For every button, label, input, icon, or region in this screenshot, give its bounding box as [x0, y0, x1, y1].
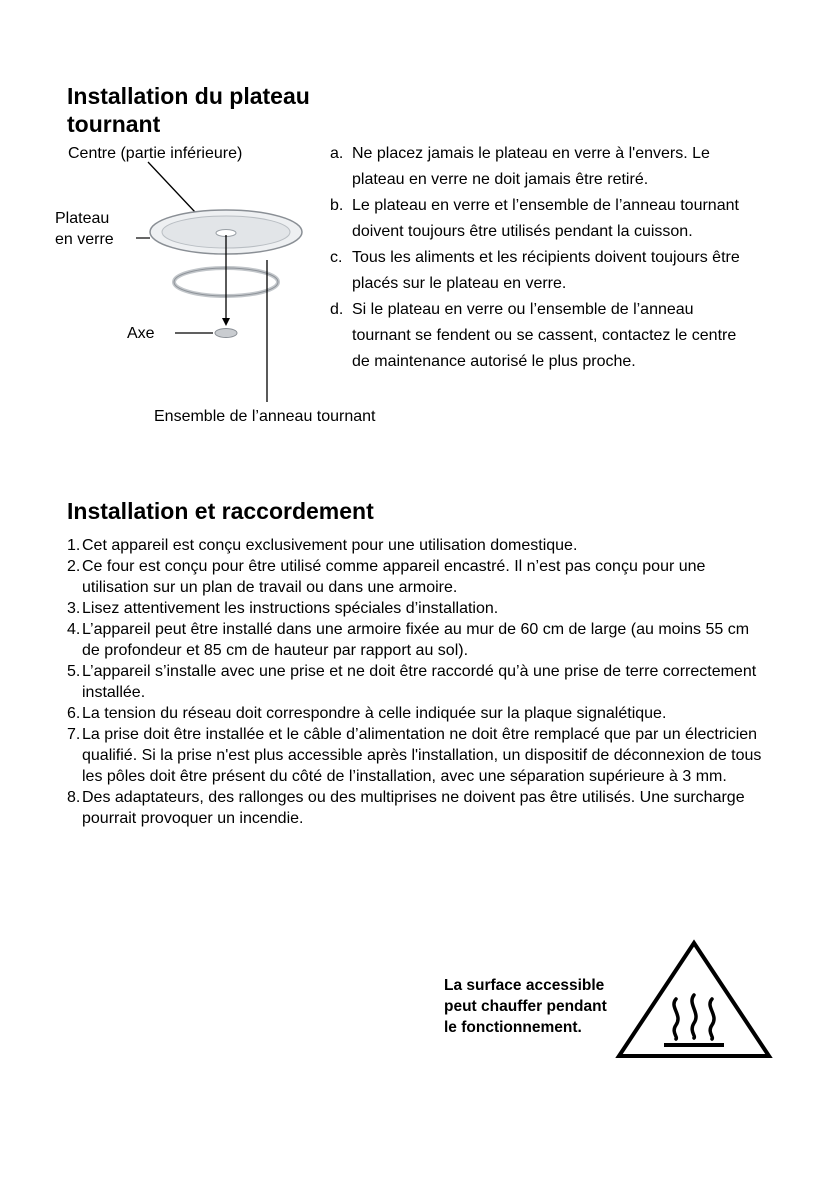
list-item-text: L’appareil peut être installé dans une armoire fixée au mur de 60 cm de large (au moins 55 cm de profondeur et 85 cm de hauteur par rapport au sol). — [82, 621, 750, 659]
list-marker: 3. — [67, 600, 81, 617]
list-item — [67, 556, 767, 598]
warning-line: le fonctionnement. — [444, 1019, 582, 1036]
installation-section-title: Installation et raccordement — [67, 498, 374, 524]
list-item — [67, 703, 767, 724]
list-item — [67, 724, 767, 787]
list-marker: 5. — [67, 663, 81, 680]
list-marker: 7. — [67, 726, 81, 743]
list-item — [330, 141, 750, 193]
list-item-text: La prise doit être installée et le câble d’alimentation ne doit être remplacé que par un électricien qualifié. Si la prise n'est plus accessible après l'installation, un dispositif de déconnexion de tous les pôles doit être présent du côté de l’installation, avec une séparation supérieure à 3 mm. — [82, 726, 762, 785]
list-item-text: Ne placez jamais le plateau en verre à l'envers. Le plateau en verre ne doit jamais être retiré. — [352, 145, 710, 188]
list-item-text: L’appareil s’installe avec une prise et ne doit être raccordé qu’à une prise de terre correctement installée. — [82, 663, 757, 701]
turntable-section-title: Installation du plateau tournant — [67, 83, 310, 137]
diagram-label-glass-tray: Plateau — [55, 210, 110, 227]
list-marker: 4. — [67, 621, 81, 638]
diagram-label-center: Centre (partie inférieure) — [68, 145, 243, 162]
hot-surface-warning-icon — [612, 937, 776, 1063]
list-item — [67, 661, 767, 703]
list-marker: 1. — [67, 537, 81, 554]
list-marker: 6. — [67, 705, 81, 722]
diagram-label-ring: Ensemble de l’anneau tournant — [154, 408, 376, 425]
turntable-steps-list — [330, 141, 750, 375]
list-item — [330, 245, 750, 297]
diagram-label-glass-tray-2: en verre — [55, 231, 114, 248]
list-item-text: Lisez attentivement les instructions spéciales d’installation. — [82, 600, 499, 617]
list-marker: b. — [330, 197, 344, 214]
list-marker: a. — [330, 145, 344, 162]
list-item — [330, 193, 750, 245]
list-marker: 2. — [67, 558, 81, 575]
list-item — [67, 598, 767, 619]
list-item — [67, 787, 767, 829]
warning-line: peut chauffer pendant — [444, 998, 607, 1015]
list-marker: d. — [330, 301, 344, 318]
list-item-text: La tension du réseau doit correspondre à celle indiquée sur la plaque signalétique. — [82, 705, 667, 722]
list-marker: 8. — [67, 789, 81, 806]
list-item-text: Des adaptateurs, des rallonges ou des multiprises ne doivent pas être utilisés. Une surcharge pourrait provoquer un incendie. — [82, 789, 745, 827]
list-item-text: Cet appareil est conçu exclusivement pour une utilisation domestique. — [82, 537, 578, 554]
list-item — [67, 535, 767, 556]
list-item — [330, 297, 750, 375]
list-item-text: Le plateau en verre et l’ensemble de l’anneau tournant doivent toujours être utilisés pendant la cuisson. — [352, 197, 739, 240]
list-item — [67, 619, 767, 661]
diagram-label-axle: Axe — [127, 325, 155, 342]
list-item-text: Si le plateau en verre ou l’ensemble de l’anneau tournant se fendent ou se cassent, contactez le centre de maintenance autorisé le plus proche. — [352, 301, 737, 370]
list-item-text: Ce four est conçu pour être utilisé comme appareil encastré. Il n’est pas conçu pour une utilisation sur un plan de travail ou dans une armoire. — [82, 558, 706, 596]
installation-rules-list — [67, 535, 767, 829]
list-marker: c. — [330, 249, 343, 266]
list-item-text: Tous les aliments et les récipients doivent toujours être placés sur le plateau en verre. — [352, 249, 740, 292]
warning-line: La surface accessible — [444, 977, 605, 994]
